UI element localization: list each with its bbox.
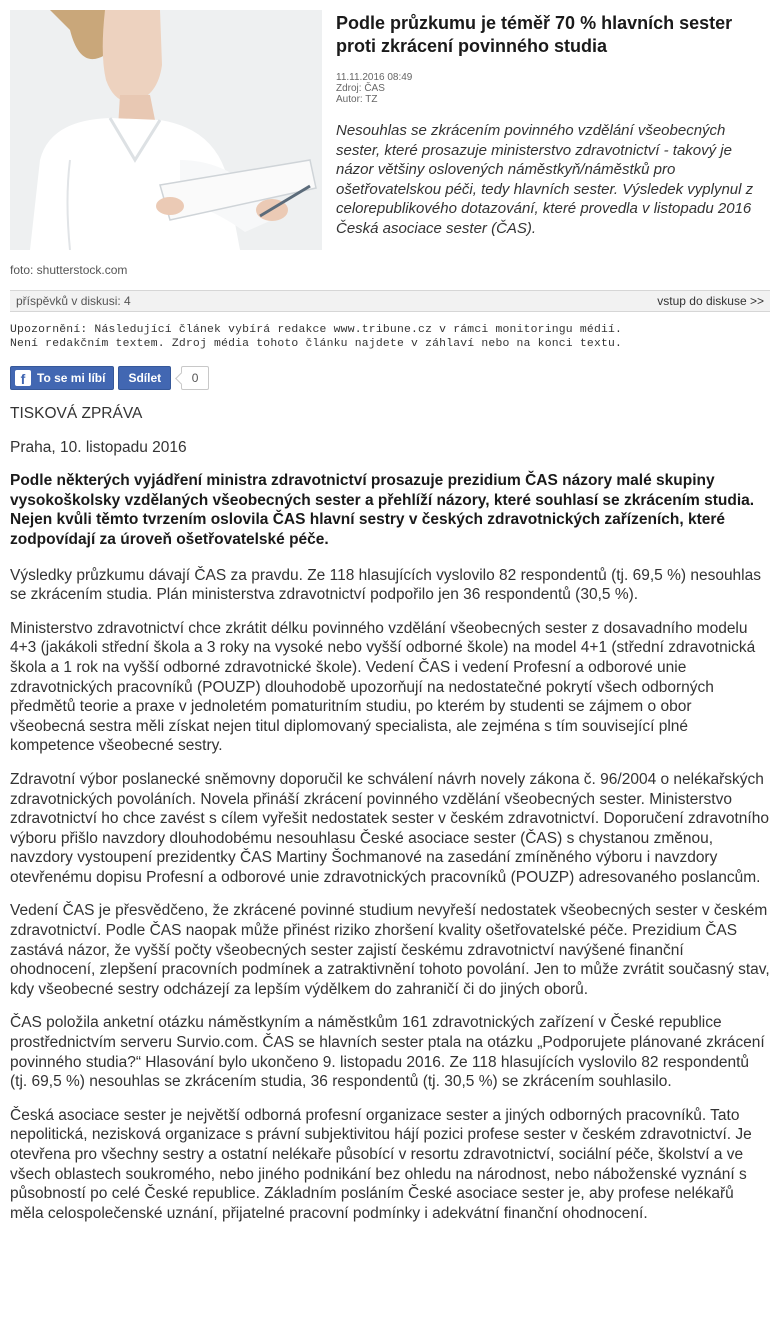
notice-line-2: Není redakčním textem. Zdroj média tohoto článku najdete v záhlaví nebo na konci textu. — [10, 338, 623, 350]
article-meta — [336, 72, 412, 105]
article-source: Zdroj: ČAS — [336, 83, 385, 94]
article-paragraph: Vedení ČAS je přesvědčeno, že zkrácené povinné studium nevyřeší nedostatek všeobecných sester v českém zdravotnictví. Podle ČAS naopak může přinést riziko zhoršení kvality ošetřovatelské péče. Prezidium ČAS zastává názor, že vyšší počty všeobecných sester zajistí českému zdravotnictví navýšené finanční ohodnocení, zlepšení pracovních podmínek a zatraktivnění tohoto povolání. Jen to může zvrátit současný stav, kdy všeobecné sestry odcházejí za lepším výdělkem do zahraničí či do jiných oborů. — [10, 902, 770, 998]
article-photo — [10, 10, 322, 250]
article-paragraph: Ministerstvo zdravotnictví chce zkrátit délku povinného vzdělání všeobecných sester z dosavadního modelu 4+3 (jakákoli střední škola a 3 roky na vysoké nebo vyšší odborné škole) na model 4+1 (střední zdravotnická škola a 1 rok na vyšší odborné zdravotnické škole). Vedení ČAS i vedení Profesní a odborové unie zdravotnických pracovníků (POUZP) dlouhodobě upozorňují na nedostatečné pokrytí všech odborných předmětů teorie a praxe v jednoletém pomaturitním studiu, po kterém by studenti se zájmem o obor všeobecná sestra měli získat nejen titul diplomovaný specialista, ale zejména s tím související plné kompetence všeobecné sestry. — [10, 619, 756, 755]
share-count: 0 — [181, 366, 209, 390]
notice-line-1: Upozornění: Následující článek vybírá redakce www.tribune.cz v rámci monitoringu médií. — [10, 324, 623, 336]
facebook-share-button[interactable]: Sdílet — [118, 366, 171, 390]
monitoring-notice — [10, 323, 773, 351]
discussion-bar — [10, 290, 770, 312]
discussion-link[interactable]: vstup do diskuse >> — [657, 294, 764, 308]
article-paragraph: Výsledky průzkumu dávají ČAS za pravdu. Ze 118 hlasujících vyslovilo 82 respondentů (tj. 69,5 %) nesouhlas se zkrácením studia. Plán ministerstva zdravotnictví podpořilo jen 36 respondentů (30,5 %). — [10, 566, 761, 604]
article-body — [10, 404, 770, 1237]
article-kicker: TISKOVÁ ZPRÁVA — [10, 405, 143, 422]
article-perex: Nesouhlas se zkrácením povinného vzdělání všeobecných sester, které prosazuje ministerstvo zdravotnictví - takový je názor většiny oslovených náměstkyň/náměstků pro ošetřovatelskou péči, tedy hlavních sester. Výsledek vyplynul z celorepublikového dotazování, které provedla v listopadu 2016 Česká asociace sester (ČAS). — [336, 122, 754, 237]
article-date: 11.11.2016 08:49 — [336, 72, 413, 83]
discussion-count: příspěvků v diskusi: 4 — [16, 294, 131, 308]
article-dateline: Praha, 10. listopadu 2016 — [10, 438, 187, 456]
facebook-like-button[interactable] — [10, 366, 114, 390]
article-paragraph: ČAS položila anketní otázku náměstkyním a náměstkům 161 zdravotnických zařízení v České republice prostřednictvím serveru Survio.com. ČAS se hlavních sester ptala na otázku „Podporujete plánované zkrácení povinného studia?“ Hlasování bylo ukončeno 9. listopadu 2016. Ze 118 hlasujících vyslovilo 82 respondentů (tj. 69,5 %) nesouhlas se zkrácením studia, 36 respondentů (tj. 30,5 %) se zkrácením souhlasilo. — [10, 1014, 765, 1091]
facebook-icon: f — [15, 370, 31, 386]
article-lead: Podle některých vyjádření ministra zdravotnictví prosazuje prezidium ČAS názory malé skupiny vysokoškolsky vzdělaných všeobecných sester a přehlíží názory, které souhlasí se zkrácením studia. Nejen kvůli těmto tvrzením oslovila ČAS hlavní sestry v českých zdravotnických zařízeních, které zodpovídají za úroveň ošetřovatelské péče. — [10, 472, 755, 548]
article-headline: Podle průzkumu je téměř 70 % hlavních sester proti zkrácení povinného studia — [336, 13, 733, 56]
article-paragraph: Česká asociace sester je největší odborná profesní organizace sester a jiných odborných pracovníků. Tato nepolitická, nezisková organizace s právní subjektivitou hájí pozici profese sester v českém zdravotnictví. Je otevřena pro všechny sestry a ostatní nelékaře působící v resortu zdravotnictví, sociální péče, školství a ve všech oblastech soukromého, nebo jiného podnikání bez ohledu na národnost, nebo náboženské vyznání s působností po celé České republice. Základním posláním České asociace sester je, aby profese nelékařů měla celospolečenské uznání, přijatelné pracovní podmínky i adekvátní finanční ohodnocení. — [10, 1106, 752, 1222]
social-buttons — [10, 366, 209, 390]
nurse-writing-photo — [10, 10, 322, 250]
article-author: Autor: TZ — [336, 94, 378, 105]
article-paragraph: Zdravotní výbor poslanecké sněmovny doporučil ke schválení návrh novely zákona č. 96/2004 o nelékařských zdravotnických povoláních. Novela přináší zkrácení povinného vzdělání všeobecných sester. Ministerstvo zdravotnictví ho chce zavést s cílem vyřešit nedostatek sester v českém zdravotnictví. Doporučení zdravotního výboru přišlo navzdory dlouhodobému nesouhlasu České asociace sester (ČAS) s chystanou změnou, navzdory vystoupení prezidentky ČAS Martiny Šochmanové na zasedání zmíněného výboru i navzdory otevřenému dopisu Profesní a odborové unie zdravotnických pracovníků (POUZP) adresovaného poslancům. — [10, 770, 769, 886]
facebook-like-label: To se mi líbí — [37, 371, 106, 385]
photo-credit: foto: shutterstock.com — [10, 263, 128, 277]
